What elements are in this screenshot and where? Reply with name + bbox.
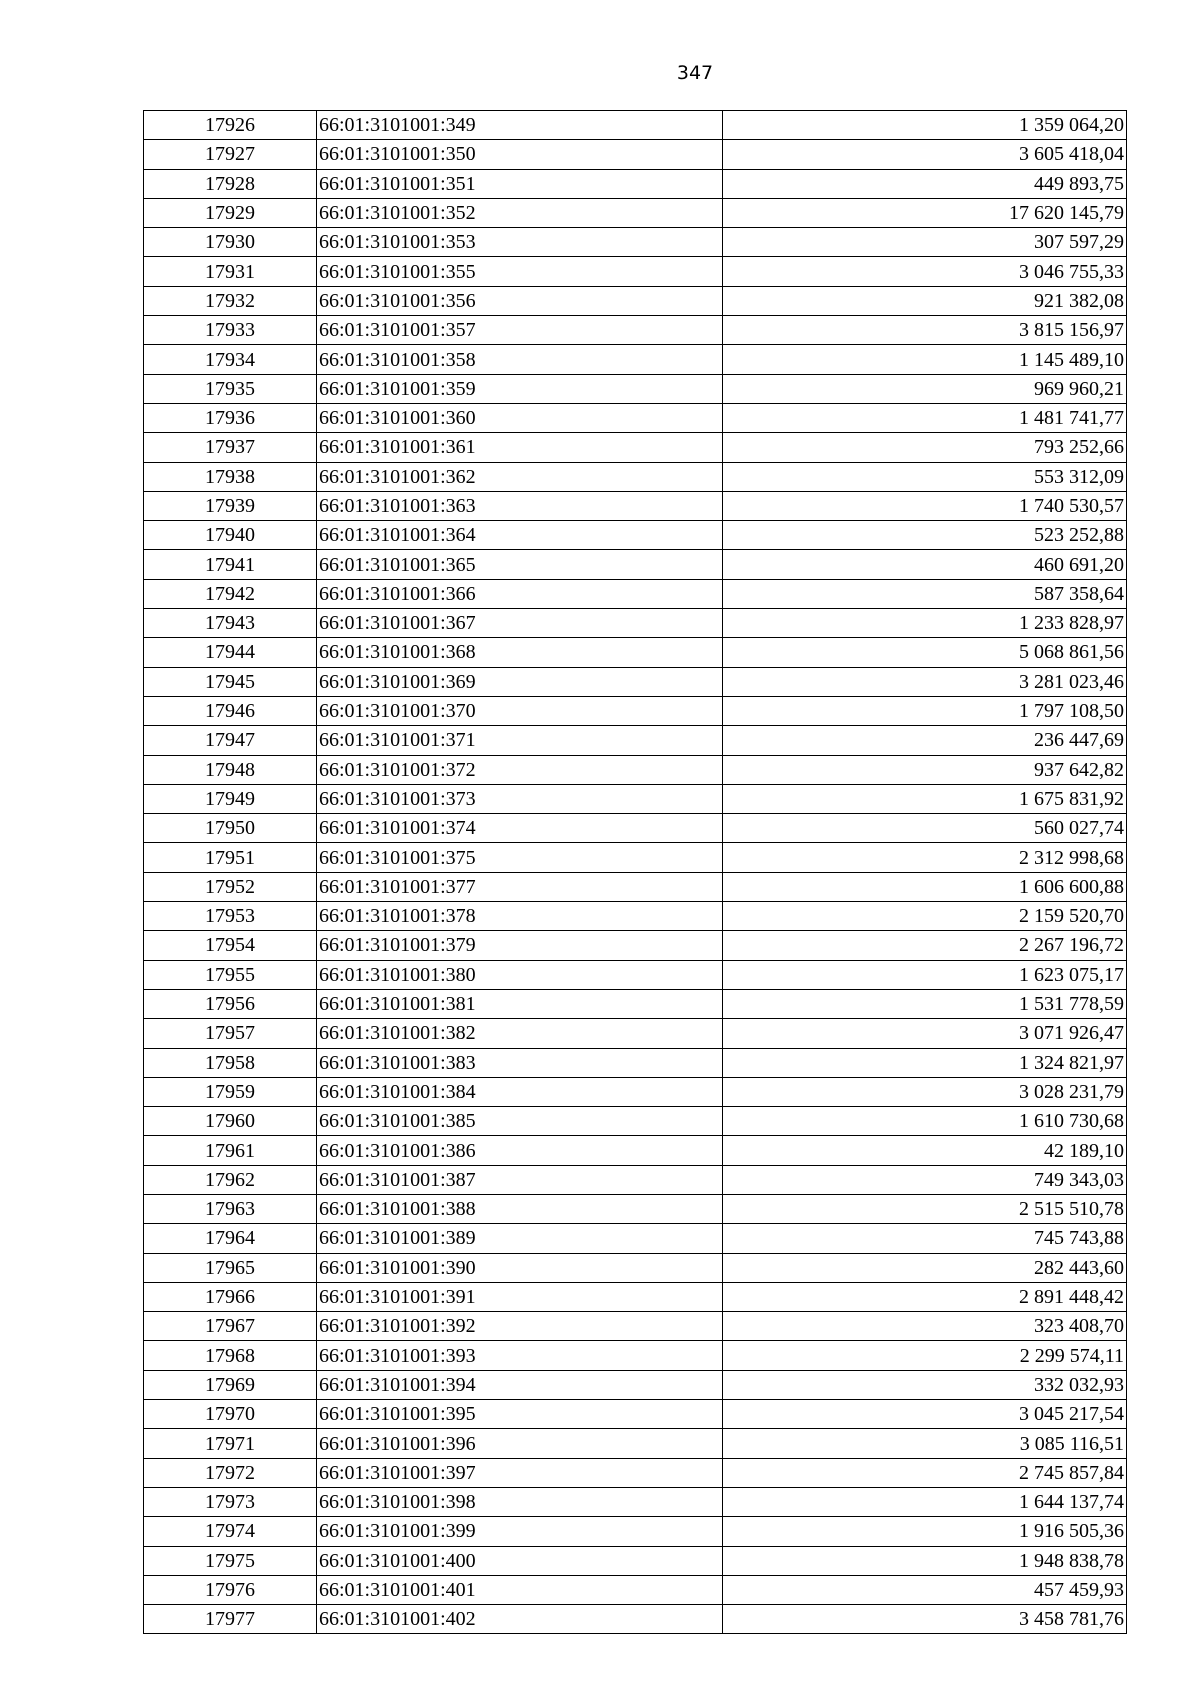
cadastral-number-cell: 66:01:3101001:365 xyxy=(317,550,723,579)
row-number-cell: 17973 xyxy=(144,1487,317,1516)
cadastral-value-cell: 793 252,66 xyxy=(723,433,1127,462)
row-number-cell: 17964 xyxy=(144,1224,317,1253)
row-number-cell: 17976 xyxy=(144,1575,317,1604)
table-row xyxy=(144,667,1127,696)
table-row xyxy=(144,433,1127,462)
row-number-cell: 17961 xyxy=(144,1136,317,1165)
row-number-cell: 17948 xyxy=(144,755,317,784)
cadastral-number-cell: 66:01:3101001:364 xyxy=(317,521,723,550)
cadastral-number-cell: 66:01:3101001:401 xyxy=(317,1575,723,1604)
row-number-cell: 17959 xyxy=(144,1077,317,1106)
row-number-cell: 17956 xyxy=(144,989,317,1018)
cadastral-value-cell: 323 408,70 xyxy=(723,1312,1127,1341)
cadastral-number-cell: 66:01:3101001:372 xyxy=(317,755,723,784)
table-row xyxy=(144,696,1127,725)
table-row xyxy=(144,462,1127,491)
cadastral-value-cell: 560 027,74 xyxy=(723,814,1127,843)
cadastral-value-cell: 3 085 116,51 xyxy=(723,1429,1127,1458)
cadastral-number-cell: 66:01:3101001:392 xyxy=(317,1312,723,1341)
row-number-cell: 17955 xyxy=(144,960,317,989)
table-row xyxy=(144,1429,1127,1458)
row-number-cell: 17953 xyxy=(144,902,317,931)
row-number-cell: 17962 xyxy=(144,1165,317,1194)
row-number-cell: 17930 xyxy=(144,228,317,257)
page-number: 347 xyxy=(676,62,714,84)
cadastral-value-cell: 2 515 510,78 xyxy=(723,1194,1127,1223)
row-number-cell: 17949 xyxy=(144,784,317,813)
cadastral-value-cell: 3 815 156,97 xyxy=(723,316,1127,345)
cadastral-value-cell: 1 644 137,74 xyxy=(723,1487,1127,1516)
row-number-cell: 17957 xyxy=(144,1019,317,1048)
row-number-cell: 17933 xyxy=(144,316,317,345)
cadastral-number-cell: 66:01:3101001:368 xyxy=(317,638,723,667)
row-number-cell: 17940 xyxy=(144,521,317,550)
row-number-cell: 17941 xyxy=(144,550,317,579)
table-row xyxy=(144,960,1127,989)
cadastral-value-cell: 2 159 520,70 xyxy=(723,902,1127,931)
cadastral-value-cell: 2 312 998,68 xyxy=(723,843,1127,872)
cadastral-number-cell: 66:01:3101001:359 xyxy=(317,374,723,403)
row-number-cell: 17926 xyxy=(144,111,317,140)
cadastral-number-cell: 66:01:3101001:388 xyxy=(317,1194,723,1223)
table-row xyxy=(144,550,1127,579)
cadastral-value-cell: 3 458 781,76 xyxy=(723,1605,1127,1634)
cadastral-value-cell: 1 145 489,10 xyxy=(723,345,1127,374)
row-number-cell: 17968 xyxy=(144,1341,317,1370)
cadastral-number-cell: 66:01:3101001:387 xyxy=(317,1165,723,1194)
table-row xyxy=(144,403,1127,432)
cadastral-number-cell: 66:01:3101001:356 xyxy=(317,286,723,315)
cadastral-number-cell: 66:01:3101001:367 xyxy=(317,609,723,638)
row-number-cell: 17954 xyxy=(144,931,317,960)
cadastral-number-cell: 66:01:3101001:374 xyxy=(317,814,723,843)
table-row xyxy=(144,1605,1127,1634)
row-number-cell: 17960 xyxy=(144,1107,317,1136)
cadastral-value-cell: 3 045 217,54 xyxy=(723,1400,1127,1429)
cadastral-value-cell: 3 605 418,04 xyxy=(723,140,1127,169)
row-number-cell: 17966 xyxy=(144,1282,317,1311)
cadastral-value-cell: 449 893,75 xyxy=(723,169,1127,198)
table-row xyxy=(144,902,1127,931)
table-row xyxy=(144,1312,1127,1341)
cadastral-value-cell: 523 252,88 xyxy=(723,521,1127,550)
cadastral-number-cell: 66:01:3101001:402 xyxy=(317,1605,723,1634)
cadastral-value-cell: 1 675 831,92 xyxy=(723,784,1127,813)
cadastral-number-cell: 66:01:3101001:373 xyxy=(317,784,723,813)
cadastral-number-cell: 66:01:3101001:370 xyxy=(317,696,723,725)
cadastral-number-cell: 66:01:3101001:375 xyxy=(317,843,723,872)
row-number-cell: 17970 xyxy=(144,1400,317,1429)
table-row xyxy=(144,843,1127,872)
row-number-cell: 17929 xyxy=(144,198,317,227)
row-number-cell: 17965 xyxy=(144,1253,317,1282)
row-number-cell: 17944 xyxy=(144,638,317,667)
row-number-cell: 17975 xyxy=(144,1546,317,1575)
cadastral-value-cell: 3 281 023,46 xyxy=(723,667,1127,696)
cadastral-value-cell: 1 233 828,97 xyxy=(723,609,1127,638)
cadastral-value-cell: 17 620 145,79 xyxy=(723,198,1127,227)
cadastral-number-cell: 66:01:3101001:379 xyxy=(317,931,723,960)
cadastral-value-cell: 921 382,08 xyxy=(723,286,1127,315)
cadastral-value-cell: 2 745 857,84 xyxy=(723,1458,1127,1487)
table-row xyxy=(144,638,1127,667)
table-row xyxy=(144,1575,1127,1604)
cadastral-number-cell: 66:01:3101001:383 xyxy=(317,1048,723,1077)
table-row xyxy=(144,1370,1127,1399)
cadastral-value-cell: 1 324 821,97 xyxy=(723,1048,1127,1077)
table-row xyxy=(144,1165,1127,1194)
cadastral-number-cell: 66:01:3101001:360 xyxy=(317,403,723,432)
table-row xyxy=(144,755,1127,784)
cadastral-number-cell: 66:01:3101001:398 xyxy=(317,1487,723,1516)
cadastral-value-cell: 3 046 755,33 xyxy=(723,257,1127,286)
table-body xyxy=(144,111,1127,1634)
row-number-cell: 17971 xyxy=(144,1429,317,1458)
cadastral-value-cell: 2 891 448,42 xyxy=(723,1282,1127,1311)
row-number-cell: 17977 xyxy=(144,1605,317,1634)
cadastral-number-cell: 66:01:3101001:381 xyxy=(317,989,723,1018)
table-row xyxy=(144,784,1127,813)
cadastral-value-cell: 1 531 778,59 xyxy=(723,989,1127,1018)
cadastral-value-cell: 457 459,93 xyxy=(723,1575,1127,1604)
row-number-cell: 17952 xyxy=(144,872,317,901)
row-number-cell: 17931 xyxy=(144,257,317,286)
table-row xyxy=(144,1194,1127,1223)
cadastral-value-cell: 1 916 505,36 xyxy=(723,1517,1127,1546)
table-row xyxy=(144,1341,1127,1370)
table-row xyxy=(144,1048,1127,1077)
cadastral-number-cell: 66:01:3101001:384 xyxy=(317,1077,723,1106)
cadastral-number-cell: 66:01:3101001:358 xyxy=(317,345,723,374)
cadastral-value-cell: 745 743,88 xyxy=(723,1224,1127,1253)
table-row xyxy=(144,726,1127,755)
cadastral-number-cell: 66:01:3101001:363 xyxy=(317,491,723,520)
cadastral-value-cell: 937 642,82 xyxy=(723,755,1127,784)
table-row xyxy=(144,1019,1127,1048)
row-number-cell: 17927 xyxy=(144,140,317,169)
table-row xyxy=(144,286,1127,315)
cadastral-value-cell: 1 948 838,78 xyxy=(723,1546,1127,1575)
cadastral-number-cell: 66:01:3101001:350 xyxy=(317,140,723,169)
row-number-cell: 17934 xyxy=(144,345,317,374)
table-row xyxy=(144,1253,1127,1282)
cadastral-value-cell: 2 267 196,72 xyxy=(723,931,1127,960)
row-number-cell: 17947 xyxy=(144,726,317,755)
cadastral-value-cell: 553 312,09 xyxy=(723,462,1127,491)
table-row xyxy=(144,140,1127,169)
table-row xyxy=(144,111,1127,140)
table-row xyxy=(144,872,1127,901)
table-row xyxy=(144,169,1127,198)
cadastral-value-cell: 3 071 926,47 xyxy=(723,1019,1127,1048)
row-number-cell: 17939 xyxy=(144,491,317,520)
row-number-cell: 17969 xyxy=(144,1370,317,1399)
cadastral-number-cell: 66:01:3101001:391 xyxy=(317,1282,723,1311)
row-number-cell: 17951 xyxy=(144,843,317,872)
cadastral-value-cell: 42 189,10 xyxy=(723,1136,1127,1165)
table-row xyxy=(144,228,1127,257)
cadastral-value-cell: 1 610 730,68 xyxy=(723,1107,1127,1136)
cadastral-value-table xyxy=(143,110,1127,1634)
cadastral-number-cell: 66:01:3101001:378 xyxy=(317,902,723,931)
cadastral-number-cell: 66:01:3101001:389 xyxy=(317,1224,723,1253)
table-row xyxy=(144,579,1127,608)
cadastral-number-cell: 66:01:3101001:399 xyxy=(317,1517,723,1546)
cadastral-number-cell: 66:01:3101001:386 xyxy=(317,1136,723,1165)
row-number-cell: 17936 xyxy=(144,403,317,432)
row-number-cell: 17945 xyxy=(144,667,317,696)
cadastral-number-cell: 66:01:3101001:371 xyxy=(317,726,723,755)
table-row xyxy=(144,609,1127,638)
cadastral-value-cell: 5 068 861,56 xyxy=(723,638,1127,667)
cadastral-value-cell: 969 960,21 xyxy=(723,374,1127,403)
cadastral-number-cell: 66:01:3101001:395 xyxy=(317,1400,723,1429)
table-row xyxy=(144,1107,1127,1136)
cadastral-value-cell: 236 447,69 xyxy=(723,726,1127,755)
row-number-cell: 17943 xyxy=(144,609,317,638)
cadastral-number-cell: 66:01:3101001:357 xyxy=(317,316,723,345)
cadastral-number-cell: 66:01:3101001:369 xyxy=(317,667,723,696)
cadastral-value-cell: 1 797 108,50 xyxy=(723,696,1127,725)
cadastral-value-cell: 460 691,20 xyxy=(723,550,1127,579)
row-number-cell: 17974 xyxy=(144,1517,317,1546)
table-row xyxy=(144,1224,1127,1253)
row-number-cell: 17946 xyxy=(144,696,317,725)
row-number-cell: 17972 xyxy=(144,1458,317,1487)
cadastral-number-cell: 66:01:3101001:351 xyxy=(317,169,723,198)
cadastral-value-cell: 1 359 064,20 xyxy=(723,111,1127,140)
cadastral-number-cell: 66:01:3101001:361 xyxy=(317,433,723,462)
table-row xyxy=(144,1400,1127,1429)
cadastral-value-cell: 3 028 231,79 xyxy=(723,1077,1127,1106)
table-row xyxy=(144,198,1127,227)
table-row xyxy=(144,257,1127,286)
cadastral-number-cell: 66:01:3101001:362 xyxy=(317,462,723,491)
row-number-cell: 17963 xyxy=(144,1194,317,1223)
cadastral-number-cell: 66:01:3101001:397 xyxy=(317,1458,723,1487)
table-row xyxy=(144,989,1127,1018)
row-number-cell: 17938 xyxy=(144,462,317,491)
cadastral-number-cell: 66:01:3101001:377 xyxy=(317,872,723,901)
cadastral-value-cell: 1 740 530,57 xyxy=(723,491,1127,520)
cadastral-value-cell: 307 597,29 xyxy=(723,228,1127,257)
cadastral-number-cell: 66:01:3101001:380 xyxy=(317,960,723,989)
cadastral-value-cell: 1 481 741,77 xyxy=(723,403,1127,432)
table-row xyxy=(144,345,1127,374)
row-number-cell: 17928 xyxy=(144,169,317,198)
row-number-cell: 17935 xyxy=(144,374,317,403)
cadastral-number-cell: 66:01:3101001:382 xyxy=(317,1019,723,1048)
row-number-cell: 17958 xyxy=(144,1048,317,1077)
row-number-cell: 17942 xyxy=(144,579,317,608)
table-row xyxy=(144,1546,1127,1575)
cadastral-value-cell: 332 032,93 xyxy=(723,1370,1127,1399)
table-row xyxy=(144,931,1127,960)
table-row xyxy=(144,1136,1127,1165)
cadastral-value-cell: 587 358,64 xyxy=(723,579,1127,608)
cadastral-number-cell: 66:01:3101001:352 xyxy=(317,198,723,227)
cadastral-number-cell: 66:01:3101001:353 xyxy=(317,228,723,257)
table-row xyxy=(144,1517,1127,1546)
row-number-cell: 17932 xyxy=(144,286,317,315)
cadastral-value-cell: 282 443,60 xyxy=(723,1253,1127,1282)
cadastral-value-cell: 1 606 600,88 xyxy=(723,872,1127,901)
table-row xyxy=(144,1487,1127,1516)
table-row xyxy=(144,1282,1127,1311)
cadastral-number-cell: 66:01:3101001:385 xyxy=(317,1107,723,1136)
cadastral-number-cell: 66:01:3101001:393 xyxy=(317,1341,723,1370)
table-row xyxy=(144,521,1127,550)
cadastral-number-cell: 66:01:3101001:366 xyxy=(317,579,723,608)
row-number-cell: 17937 xyxy=(144,433,317,462)
cadastral-value-cell: 2 299 574,11 xyxy=(723,1341,1127,1370)
cadastral-number-cell: 66:01:3101001:390 xyxy=(317,1253,723,1282)
cadastral-value-cell: 749 343,03 xyxy=(723,1165,1127,1194)
cadastral-number-cell: 66:01:3101001:355 xyxy=(317,257,723,286)
table-row xyxy=(144,316,1127,345)
table-row xyxy=(144,1458,1127,1487)
row-number-cell: 17950 xyxy=(144,814,317,843)
table-row xyxy=(144,374,1127,403)
table-row xyxy=(144,814,1127,843)
cadastral-number-cell: 66:01:3101001:400 xyxy=(317,1546,723,1575)
cadastral-number-cell: 66:01:3101001:396 xyxy=(317,1429,723,1458)
cadastral-number-cell: 66:01:3101001:349 xyxy=(317,111,723,140)
table-row xyxy=(144,491,1127,520)
table-row xyxy=(144,1077,1127,1106)
row-number-cell: 17967 xyxy=(144,1312,317,1341)
cadastral-number-cell: 66:01:3101001:394 xyxy=(317,1370,723,1399)
cadastral-value-cell: 1 623 075,17 xyxy=(723,960,1127,989)
